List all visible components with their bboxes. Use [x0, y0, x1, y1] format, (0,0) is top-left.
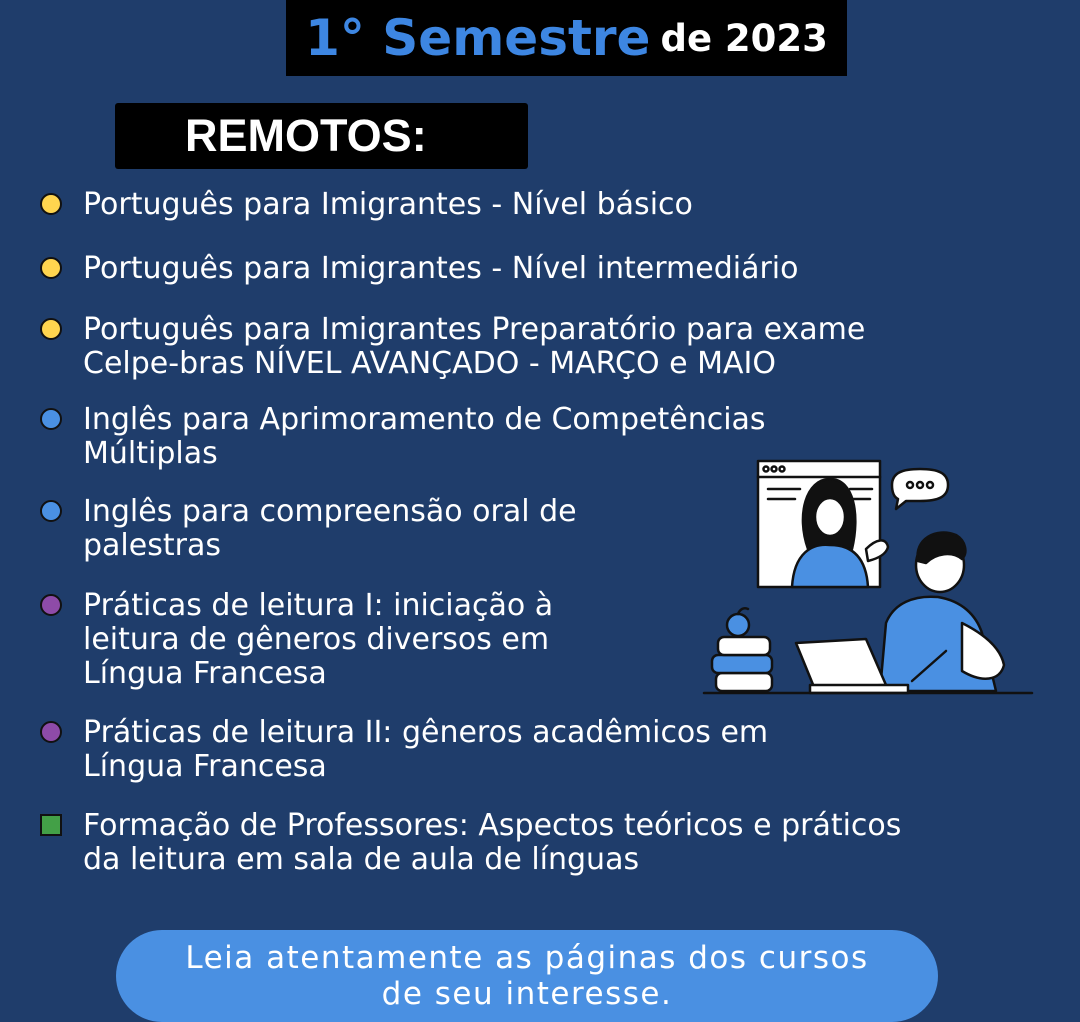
section-label: REMOTOS:: [185, 110, 427, 161]
blue-circle-icon: [40, 408, 62, 430]
green-square-icon: [40, 814, 62, 836]
course-label: Português para Imigrantes - Nível básico: [83, 187, 693, 222]
course-item-2: [40, 252, 1050, 286]
section-banner: [115, 103, 528, 169]
yellow-circle-icon: [40, 318, 62, 340]
title-banner: [286, 0, 847, 76]
course-label: Português para Imigrantes Preparatório para exame Celpe-bras NÍVEL AVANÇADO - MARÇO e MAIO: [83, 312, 866, 381]
purple-circle-icon: [40, 721, 62, 743]
course-label: Formação de Professores: Aspectos teóricos e práticos da leitura em sala de aula de línguas: [83, 808, 902, 877]
notice-banner: [116, 930, 938, 1022]
title-year: de 2023: [660, 16, 828, 60]
online-class-illustration: [700, 455, 1040, 700]
blue-circle-icon: [40, 500, 62, 522]
course-label: Práticas de leitura I: iniciação à leitura de gêneros diversos em Língua Francesa: [83, 588, 554, 691]
course-item-3: [40, 313, 1050, 381]
yellow-circle-icon: [40, 257, 62, 279]
course-label: Inglês para Aprimoramento de Competências Múltiplas: [83, 402, 766, 471]
course-item-8: [40, 809, 1050, 877]
course-item-1: [40, 188, 1050, 222]
course-label: Práticas de leitura II: gêneros acadêmicos em Língua Francesa: [83, 715, 769, 784]
title-semester: 1° Semestre: [305, 9, 651, 67]
course-item-7: [40, 716, 1050, 784]
course-label: Português para Imigrantes - Nível intermediário: [83, 251, 799, 286]
yellow-circle-icon: [40, 193, 62, 215]
purple-circle-icon: [40, 594, 62, 616]
notice-text: Leia atentamente as páginas dos cursos de seu interesse.: [185, 940, 869, 1012]
course-label: Inglês para compreensão oral de palestras: [83, 494, 577, 563]
